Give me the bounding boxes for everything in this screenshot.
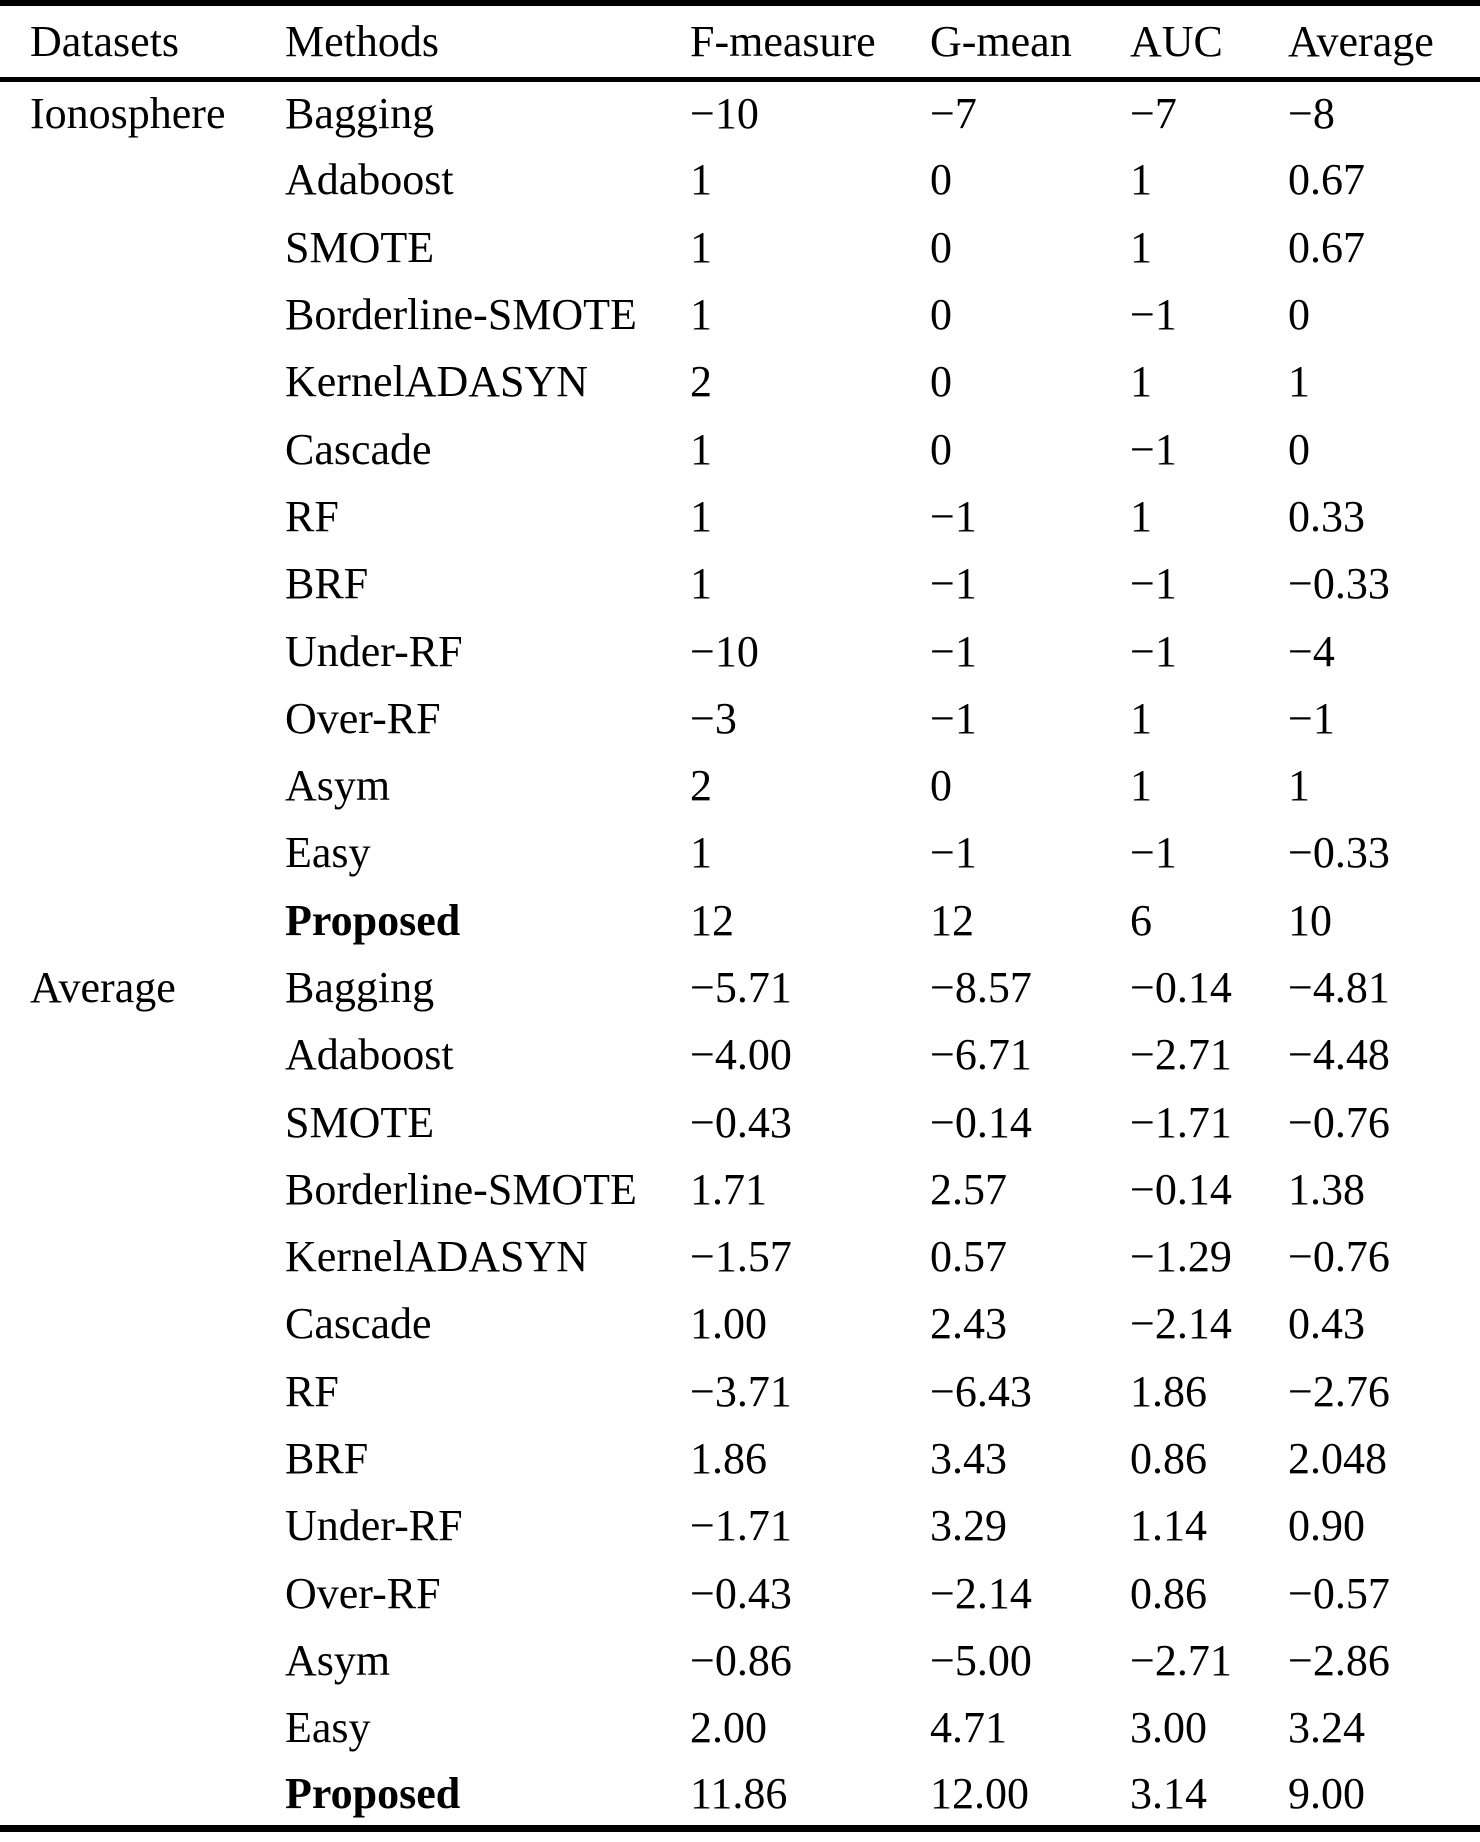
auc-value: −2.14 [1130, 1299, 1232, 1349]
table-header [0, 3, 1480, 79]
table-row [0, 550, 1480, 617]
method-label: KernelADASYN [285, 1232, 589, 1282]
table-row [0, 1694, 1480, 1761]
auc-value: 1 [1130, 155, 1152, 205]
method-label: Adaboost [285, 155, 454, 205]
col-header-datasets: Datasets [0, 3, 285, 79]
g-mean-value: −6.71 [930, 1030, 1032, 1080]
g-mean-value: −1 [930, 491, 977, 541]
f-measure-value: 1 [690, 491, 712, 541]
method-label: RF [285, 491, 339, 541]
average-value: 2.048 [1288, 1434, 1387, 1484]
auc-value: 0.86 [1130, 1434, 1207, 1484]
auc-value: −1.29 [1130, 1232, 1232, 1282]
dataset-label [0, 1223, 285, 1290]
dataset-label: Average [30, 963, 176, 1012]
f-measure-value: 1 [690, 222, 712, 272]
average-value: −1 [1288, 693, 1335, 743]
auc-value: −1 [1130, 290, 1177, 340]
f-measure-value: −3 [690, 693, 737, 743]
g-mean-value: 2.57 [930, 1164, 1007, 1214]
auc-value: −1 [1130, 424, 1177, 474]
table-row [0, 1492, 1480, 1559]
g-mean-value: 0 [930, 222, 952, 272]
f-measure-value: 1 [690, 424, 712, 474]
col-header-f-measure: F-measure [690, 3, 930, 79]
table-row [0, 281, 1480, 348]
auc-value: 3.14 [1130, 1768, 1207, 1818]
auc-value: 6 [1130, 895, 1152, 945]
method-label: Bagging [285, 963, 435, 1012]
col-header-auc: AUC [1130, 3, 1288, 79]
table-body [0, 79, 1480, 1829]
f-measure-value: −1.71 [690, 1501, 792, 1551]
f-measure-value: 11.86 [690, 1768, 788, 1818]
average-value: 10 [1288, 895, 1332, 945]
dataset-label [0, 1088, 285, 1155]
method-label: Adaboost [285, 1030, 454, 1080]
auc-value: 1.86 [1130, 1366, 1207, 1416]
col-header-g-mean: G-mean [930, 3, 1130, 79]
g-mean-value: −5.00 [930, 1635, 1032, 1685]
g-mean-value: 0 [930, 761, 952, 811]
table-row [0, 1290, 1480, 1357]
f-measure-value: 2.00 [690, 1703, 767, 1753]
f-measure-value: 1 [690, 290, 712, 340]
table-row [0, 146, 1480, 213]
f-measure-value: 2 [690, 761, 712, 811]
average-value: −2.76 [1288, 1366, 1390, 1416]
dataset-label [0, 550, 285, 617]
average-value: 0 [1288, 424, 1310, 474]
f-measure-value: −1.57 [690, 1232, 792, 1282]
average-value: −4 [1288, 626, 1335, 676]
average-value: −8 [1288, 89, 1335, 139]
g-mean-value: 0 [930, 424, 952, 474]
table-row [0, 1021, 1480, 1088]
g-mean-value: 12.00 [930, 1768, 1029, 1818]
f-measure-value: 1.00 [690, 1299, 767, 1349]
dataset-label [0, 483, 285, 550]
g-mean-value: −6.43 [930, 1366, 1032, 1416]
g-mean-value: 2.43 [930, 1299, 1007, 1349]
f-measure-value: −10 [690, 626, 759, 676]
table-row [0, 954, 1480, 1021]
f-measure-value: 12 [690, 895, 734, 945]
g-mean-value: −2.14 [930, 1568, 1032, 1618]
table-row [0, 1088, 1480, 1155]
auc-value: −2.71 [1130, 1030, 1232, 1080]
auc-value: 1 [1130, 761, 1152, 811]
method-label: Cascade [285, 1299, 432, 1349]
method-label: BRF [285, 1434, 369, 1484]
table-row [0, 1761, 1480, 1828]
f-measure-value: −3.71 [690, 1366, 792, 1416]
g-mean-value: 0.57 [930, 1232, 1007, 1282]
dataset-label [0, 1358, 285, 1425]
table-row [0, 685, 1480, 752]
dataset-label [0, 146, 285, 213]
f-measure-value: −0.86 [690, 1635, 792, 1685]
g-mean-value: −0.14 [930, 1097, 1032, 1147]
auc-value: −2.71 [1130, 1635, 1232, 1685]
average-value: 0.67 [1288, 222, 1365, 272]
dataset-label [0, 1694, 285, 1761]
table-row [0, 752, 1480, 819]
dataset-label [0, 887, 285, 954]
auc-value: 1 [1130, 222, 1152, 272]
dataset-label [0, 685, 285, 752]
col-header-average: Average [1288, 3, 1480, 79]
f-measure-value: −10 [690, 89, 759, 139]
average-value: −0.33 [1288, 828, 1390, 878]
table-row [0, 819, 1480, 886]
method-label: Proposed [285, 895, 461, 945]
col-header-methods: Methods [285, 3, 690, 79]
method-label: Over-RF [285, 1568, 441, 1618]
method-label: Under-RF [285, 626, 463, 676]
table-row [0, 1560, 1480, 1627]
method-label: Under-RF [285, 1501, 463, 1551]
auc-value: −1.71 [1130, 1097, 1232, 1147]
average-value: −0.76 [1288, 1097, 1390, 1147]
method-label: BRF [285, 559, 369, 609]
dataset-label [0, 415, 285, 482]
f-measure-value: −0.43 [690, 1097, 792, 1147]
table-row [0, 1156, 1480, 1223]
method-label: Asym [285, 1635, 391, 1685]
g-mean-value: −1 [930, 626, 977, 676]
auc-value: 1.14 [1130, 1501, 1207, 1551]
dataset-label [0, 281, 285, 348]
g-mean-value: 0 [930, 155, 952, 205]
f-measure-value: −0.43 [690, 1568, 792, 1618]
header-row [0, 3, 1480, 79]
table-row [0, 348, 1480, 415]
average-value: −4.81 [1288, 963, 1390, 1012]
average-value: −2.86 [1288, 1635, 1390, 1685]
auc-value: 1 [1130, 693, 1152, 743]
dataset-label [0, 1627, 285, 1694]
average-value: −0.76 [1288, 1232, 1390, 1282]
dataset-label [0, 348, 285, 415]
average-value: −0.57 [1288, 1568, 1390, 1618]
average-value: 0 [1288, 290, 1310, 340]
dataset-label [0, 752, 285, 819]
average-value: 0.67 [1288, 155, 1365, 205]
table-row [0, 1223, 1480, 1290]
method-label: Borderline-SMOTE [285, 1164, 637, 1214]
dataset-label: Ionosphere [30, 89, 226, 139]
auc-value: −1 [1130, 626, 1177, 676]
method-label: Asym [285, 761, 391, 811]
average-value: 1 [1288, 761, 1310, 811]
table-row [0, 1627, 1480, 1694]
dataset-label [0, 1492, 285, 1559]
method-label: Over-RF [285, 693, 441, 743]
table-row [0, 1358, 1480, 1425]
g-mean-value: 4.71 [930, 1703, 1007, 1753]
f-measure-value: 1 [690, 559, 712, 609]
method-label: KernelADASYN [285, 357, 589, 407]
auc-value: −1 [1130, 559, 1177, 609]
g-mean-value: −7 [930, 89, 977, 139]
g-mean-value: −1 [930, 828, 977, 878]
dataset-label [0, 1156, 285, 1223]
average-value: 9.00 [1288, 1768, 1365, 1818]
average-value: 3.24 [1288, 1703, 1365, 1753]
auc-value: −0.14 [1130, 963, 1232, 1012]
average-value: 0.43 [1288, 1299, 1365, 1349]
method-label: Proposed [285, 1768, 461, 1818]
table-row [0, 1425, 1480, 1492]
dataset-label [0, 617, 285, 684]
auc-value: 3.00 [1130, 1703, 1207, 1753]
f-measure-value: 1 [690, 155, 712, 205]
average-value: 1.38 [1288, 1164, 1365, 1214]
method-label: Borderline-SMOTE [285, 290, 637, 340]
method-label: Bagging [285, 89, 435, 139]
dataset-label [0, 1021, 285, 1088]
method-label: Cascade [285, 424, 432, 474]
method-label: Easy [285, 828, 371, 878]
average-value: −4.48 [1288, 1030, 1390, 1080]
table-row [0, 415, 1480, 482]
f-measure-value: −5.71 [690, 963, 792, 1012]
average-value: 0.90 [1288, 1501, 1365, 1551]
g-mean-value: 0 [930, 357, 952, 407]
auc-value: 1 [1130, 357, 1152, 407]
g-mean-value: 12 [930, 895, 974, 945]
f-measure-value: 1.86 [690, 1434, 767, 1484]
g-mean-value: −8.57 [930, 963, 1032, 1012]
auc-value: −0.14 [1130, 1164, 1232, 1214]
dataset-label [0, 214, 285, 281]
dataset-label [0, 1290, 285, 1357]
auc-value: −7 [1130, 89, 1177, 139]
method-label: SMOTE [285, 222, 435, 272]
f-measure-value: 1.71 [690, 1164, 767, 1214]
average-value: −0.33 [1288, 559, 1390, 609]
g-mean-value: −1 [930, 559, 977, 609]
g-mean-value: 3.43 [930, 1434, 1007, 1484]
f-measure-value: 2 [690, 357, 712, 407]
table-row [0, 214, 1480, 281]
dataset-label [0, 1560, 285, 1627]
g-mean-value: −1 [930, 693, 977, 743]
average-value: 0.33 [1288, 491, 1365, 541]
average-value: 1 [1288, 357, 1310, 407]
f-measure-value: −4.00 [690, 1030, 792, 1080]
table-row [0, 79, 1480, 146]
method-label: Easy [285, 1703, 371, 1753]
method-label: RF [285, 1366, 339, 1416]
auc-value: 0.86 [1130, 1568, 1207, 1618]
f-measure-value: 1 [690, 828, 712, 878]
g-mean-value: 3.29 [930, 1501, 1007, 1551]
g-mean-value: 0 [930, 290, 952, 340]
dataset-label [0, 1761, 285, 1828]
table-row [0, 483, 1480, 550]
dataset-label [0, 1425, 285, 1492]
dataset-label [0, 819, 285, 886]
table-row [0, 887, 1480, 954]
method-label: SMOTE [285, 1097, 435, 1147]
auc-value: 1 [1130, 491, 1152, 541]
auc-value: −1 [1130, 828, 1177, 878]
table-row [0, 617, 1480, 684]
